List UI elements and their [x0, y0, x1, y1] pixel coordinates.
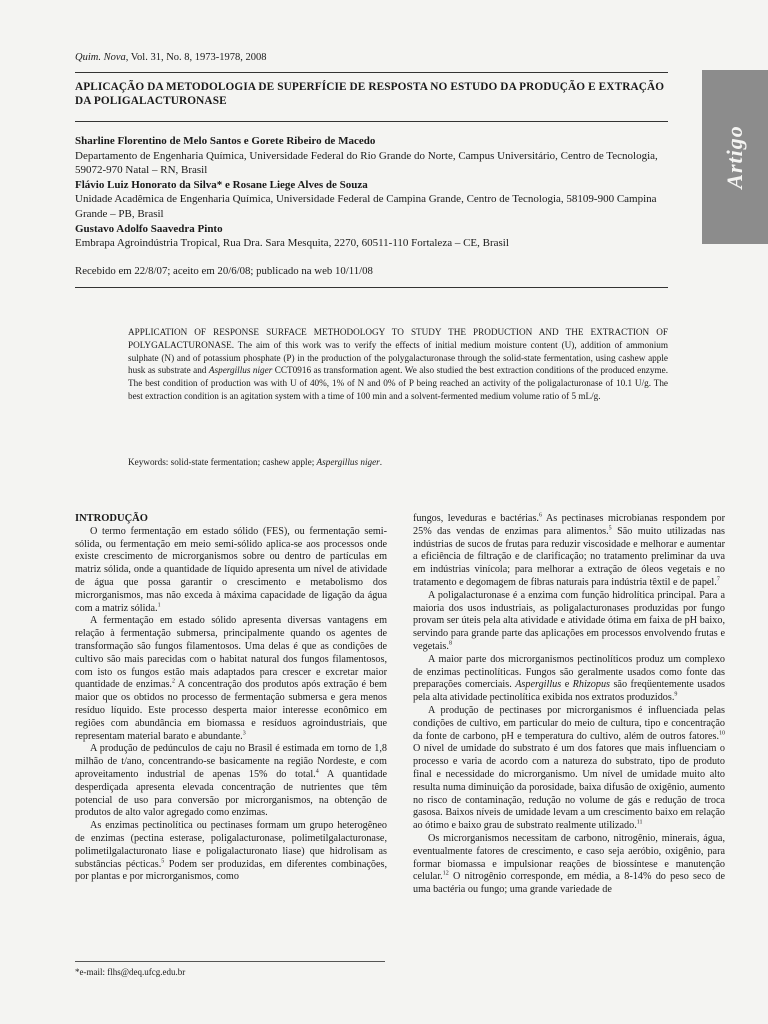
abstract — [128, 326, 668, 403]
author-affiliation-2: Unidade Acadêmica de Engenharia Química, Universidade Federal de Campina Grande, Centro de Tecnologia, 58109-900 Campina Grande – PB, Brasil — [75, 193, 657, 220]
keywords — [128, 457, 668, 467]
dates-rule — [75, 287, 668, 288]
keywords-organism: Aspergillus niger — [316, 457, 380, 467]
footnote-rule — [75, 961, 385, 962]
paragraph-text: A produção de pectinases por microrganismos é influenciada pelas condições de cultivo, em particular do meio de cultura, tipo e concentração da fonte de carbono, pH e temperatura do cultivo, além de outros fatores. — [413, 704, 725, 742]
reference-mark: 9 — [674, 691, 678, 698]
author-affiliation-3: Embrapa Agroindústria Tropical, Rua Dra. Sara Mesquita, 2270, 60511-110 Fortaleza – CE, Brasil — [75, 237, 509, 250]
reference-mark: 11 — [636, 819, 643, 826]
reference-mark: 5 — [161, 858, 165, 865]
paragraph-text: O nitrogênio corresponde, em média, a 8-14% do peso seco de uma bactéria ou fungo; uma grande variedade de — [413, 871, 725, 896]
reference-mark: 10 — [719, 730, 725, 737]
authors-block — [75, 134, 675, 251]
keywords-text: Keywords: solid-state fermentation; cashew apple; — [128, 457, 317, 467]
paragraph-text: A poligalacturonase é a enzima com função hidrolítica principal. Para a maioria dos usos industriais, as poligalacturonases produzidas por fungo provam ser úteis pela alta atividade e atividade ótima em faixa de pH baixo, servindo para grande parte das aplicações em processos envolvendo frutas e vegetais. — [413, 589, 725, 652]
paragraph — [413, 654, 725, 705]
reference-mark: 6 — [538, 512, 542, 519]
reference-mark: 1 — [157, 602, 161, 609]
author-names-3: Gustavo Adolfo Saavedra Pinto — [75, 222, 223, 235]
organism-name: Aspergillus — [515, 679, 562, 691]
paragraph-text: Podem ser produzidas, em diferentes combinações, por plantas e por microrganismos, como — [75, 858, 387, 883]
paragraph — [75, 820, 387, 884]
right-column — [413, 513, 725, 897]
author-affiliation-1: Departamento de Engenharia Química, Universidade Federal do Rio Grande do Norte, Campus Universitário, Centro de Tecnologia, 59072-970 Natal – RN, Brasil — [75, 149, 658, 177]
reference-mark: 2 — [171, 678, 175, 685]
reference-mark: 3 — [242, 730, 246, 737]
paragraph-text: A quantidade desperdiçada apresenta elevada concentração de nutrientes que têm potencial de uso para conversão por microrganismos, na obtenção de produtos de alto valor agregado como enzimas. — [75, 768, 387, 819]
section-tab — [702, 70, 768, 244]
paragraph — [413, 705, 725, 833]
section-tab-label: Artigo — [722, 125, 747, 189]
organism-name: Rhizopus — [572, 679, 611, 691]
paragraph — [413, 833, 725, 897]
paragraph-text: A fermentação em estado sólido apresenta diversas vantagens em relação à fermentação submersa, principalmente quando os agentes de transformação são fungos filamentosos. Uma delas é que as condições de cultivo são mais parecidas com o habitat natural dos fungos filamentosos, com isto os fungos estão mais adaptados para crescer e excretar maior quantidade de enzimas. — [75, 615, 387, 691]
paragraph-text: O termo fermentação em estado sólido (FES), ou fermentação semi-sólida, ou fermentação em meio semi-sólido aplica-se aos processos onde existe crescimento de microrganismos sobre ou dentro de partículas em matriz sólida, onde a quantidade de líquido apresenta um nível de atividade de água que possa garantir o crescimento e metabolismo dos microrganismos, mas não exceda à máxima capacidade de ligação da água com a matriz sólida. — [75, 525, 387, 614]
reference-mark: 4 — [315, 768, 319, 775]
abstract-text-2: CCT0916 as transformation agent. We also studied the best extraction conditions of the produced enzyme. The best condition of production was with U of 40%, 1% of N and 0% of P being reached an activity of the poligalacturonase of 10.1 U/g. The best extraction condition is an agitation system with a time of 100 min and a solvent-fermented medium volume ratio of 5 mL/g. — [128, 365, 668, 401]
paragraph — [75, 743, 387, 820]
paragraph-text: O nível de umidade do substrato é um dos fatores que mais influenciam o processo e varia de acordo com a natureza do substrato, tipo de produto final e necessidade do microrganismo. Um nível de umidade muito alto resulta numa diminuição da porosidade, baixa difusão de oxigênio, aumento no risco de contaminação, redução no volume de gás e redução de troca gasosa. Baixos níveis de umidade levam a um crescimento baixo em relação ao ótimo e baixo grau de substrato realmente utilizado. — [413, 743, 725, 832]
abstract-organism: Aspergillus niger — [208, 365, 273, 376]
reference-mark: 8 — [448, 640, 452, 647]
top-rule — [75, 72, 668, 73]
paragraph — [413, 513, 725, 590]
abstract-text-1: APPLICATION OF RESPONSE SURFACE METHODOLOGY TO STUDY THE PRODUCTION AND THE EXTRACTION OF POLYGALACTURONASE. The aim of this work was to verify the effects of initial medium moisture content (U), addition of ammonium sulphate (N) and of potassium phosphate (P) in the production of the polygalacturonase through the solid-state fermentation, using cashew apple husk as substrate and — [128, 327, 668, 376]
keywords-end: . — [379, 457, 383, 467]
reference-mark: 5 — [608, 525, 612, 532]
paragraph-text: A maior parte dos microrganismos pectinolíticos produz um complexo de enzimas pectinolíticas. Fungos são geralmente usados como fonte das preparações comerciais. — [413, 653, 725, 691]
reference-mark: 12 — [442, 870, 449, 877]
section-heading-introducao: INTRODUÇÃO — [75, 513, 148, 524]
author-names-2: Flávio Luiz Honorato da Silva* e Rosane Liege Alves de Souza — [75, 178, 368, 191]
left-column — [75, 513, 387, 884]
article-title: APLICAÇÃO DA METODOLOGIA DE SUPERFÍCIE DE RESPOSTA NO ESTUDO DA PRODUÇÃO E EXTRAÇÃO DA POLIGALACTURONASE — [75, 81, 665, 107]
publication-dates: Recebido em 22/8/07; aceito em 20/6/08; publicado na web 10/11/08 — [75, 265, 373, 277]
citation-details: , Vol. 31, No. 8, 1973-1978, 2008 — [125, 52, 267, 63]
reference-mark: 7 — [716, 576, 720, 583]
title-rule — [75, 121, 668, 122]
paragraph — [75, 526, 387, 616]
paragraph-text: São muito utilizadas nas indústrias de sucos de frutas para reduzir viscosidade e melhorar e aumentar a eficiência de filtração e de clarificação; no tratamento preliminar da uva em indústrias vinícola; para melhorar a extração de óleos vegetais e no tratamento e degomagem de fibras naturais para indústria têxtil e de papel. — [413, 525, 725, 588]
paragraph-text: A produção de pedúnculos de caju no Brasil é estimada em torno de 1,8 milhão de t/ano, concentrando-se basicamente na região Nordeste, e com aproveitamento industrial de apenas 15% do total. — [75, 743, 387, 780]
paragraph-text: e — [561, 679, 573, 691]
footnote-email: *e-mail: flhs@deq.ufcg.edu.br — [75, 967, 186, 977]
paragraph — [413, 590, 725, 654]
paragraph-text: são freqüentemente usados pela alta atividade pectinolítica exibida nos extratos produzidos. — [413, 679, 726, 704]
paragraph-text: As pectinases microbianas respondem por 25% das vendas de enzimas para alimentos. — [413, 513, 725, 537]
paragraph — [75, 615, 387, 743]
author-names-1: Sharline Florentino de Melo Santos e Gorete Ribeiro de Macedo — [75, 135, 376, 147]
paragraph-text: As enzimas pectinolítica ou pectinases formam um grupo heterogêneo de enzimas (pectina esterase, poligalacturonase, polimetilgalacturonase, polimetilgalacturonato liase e poligalacturonato liase) que hidrolisam as substâncias pécticas. — [75, 820, 387, 870]
paragraph-text: fungos, leveduras e bactérias. — [413, 513, 539, 524]
journal-name: Quim. Nova — [75, 52, 126, 63]
paragraph-text: Os microrganismos necessitam de carbono, nitrogênio, minerais, água, eventualmente fatores de crescimento, e caso seja aeróbio, oxigênio, para formar biomassa e impulsionar reações de biossíntese e manutenção celular. — [413, 832, 725, 883]
paragraph-text: A concentração dos produtos após extração é bem maior que os obtidos no processo de fermentação submersa e gera menos resíduo líquido. Este processo desperta maior interesse econômico em regiões com abundância em biomassa e resíduos agroindustriais, que representam material barato e abundante. — [75, 679, 387, 742]
journal-citation — [75, 52, 267, 63]
